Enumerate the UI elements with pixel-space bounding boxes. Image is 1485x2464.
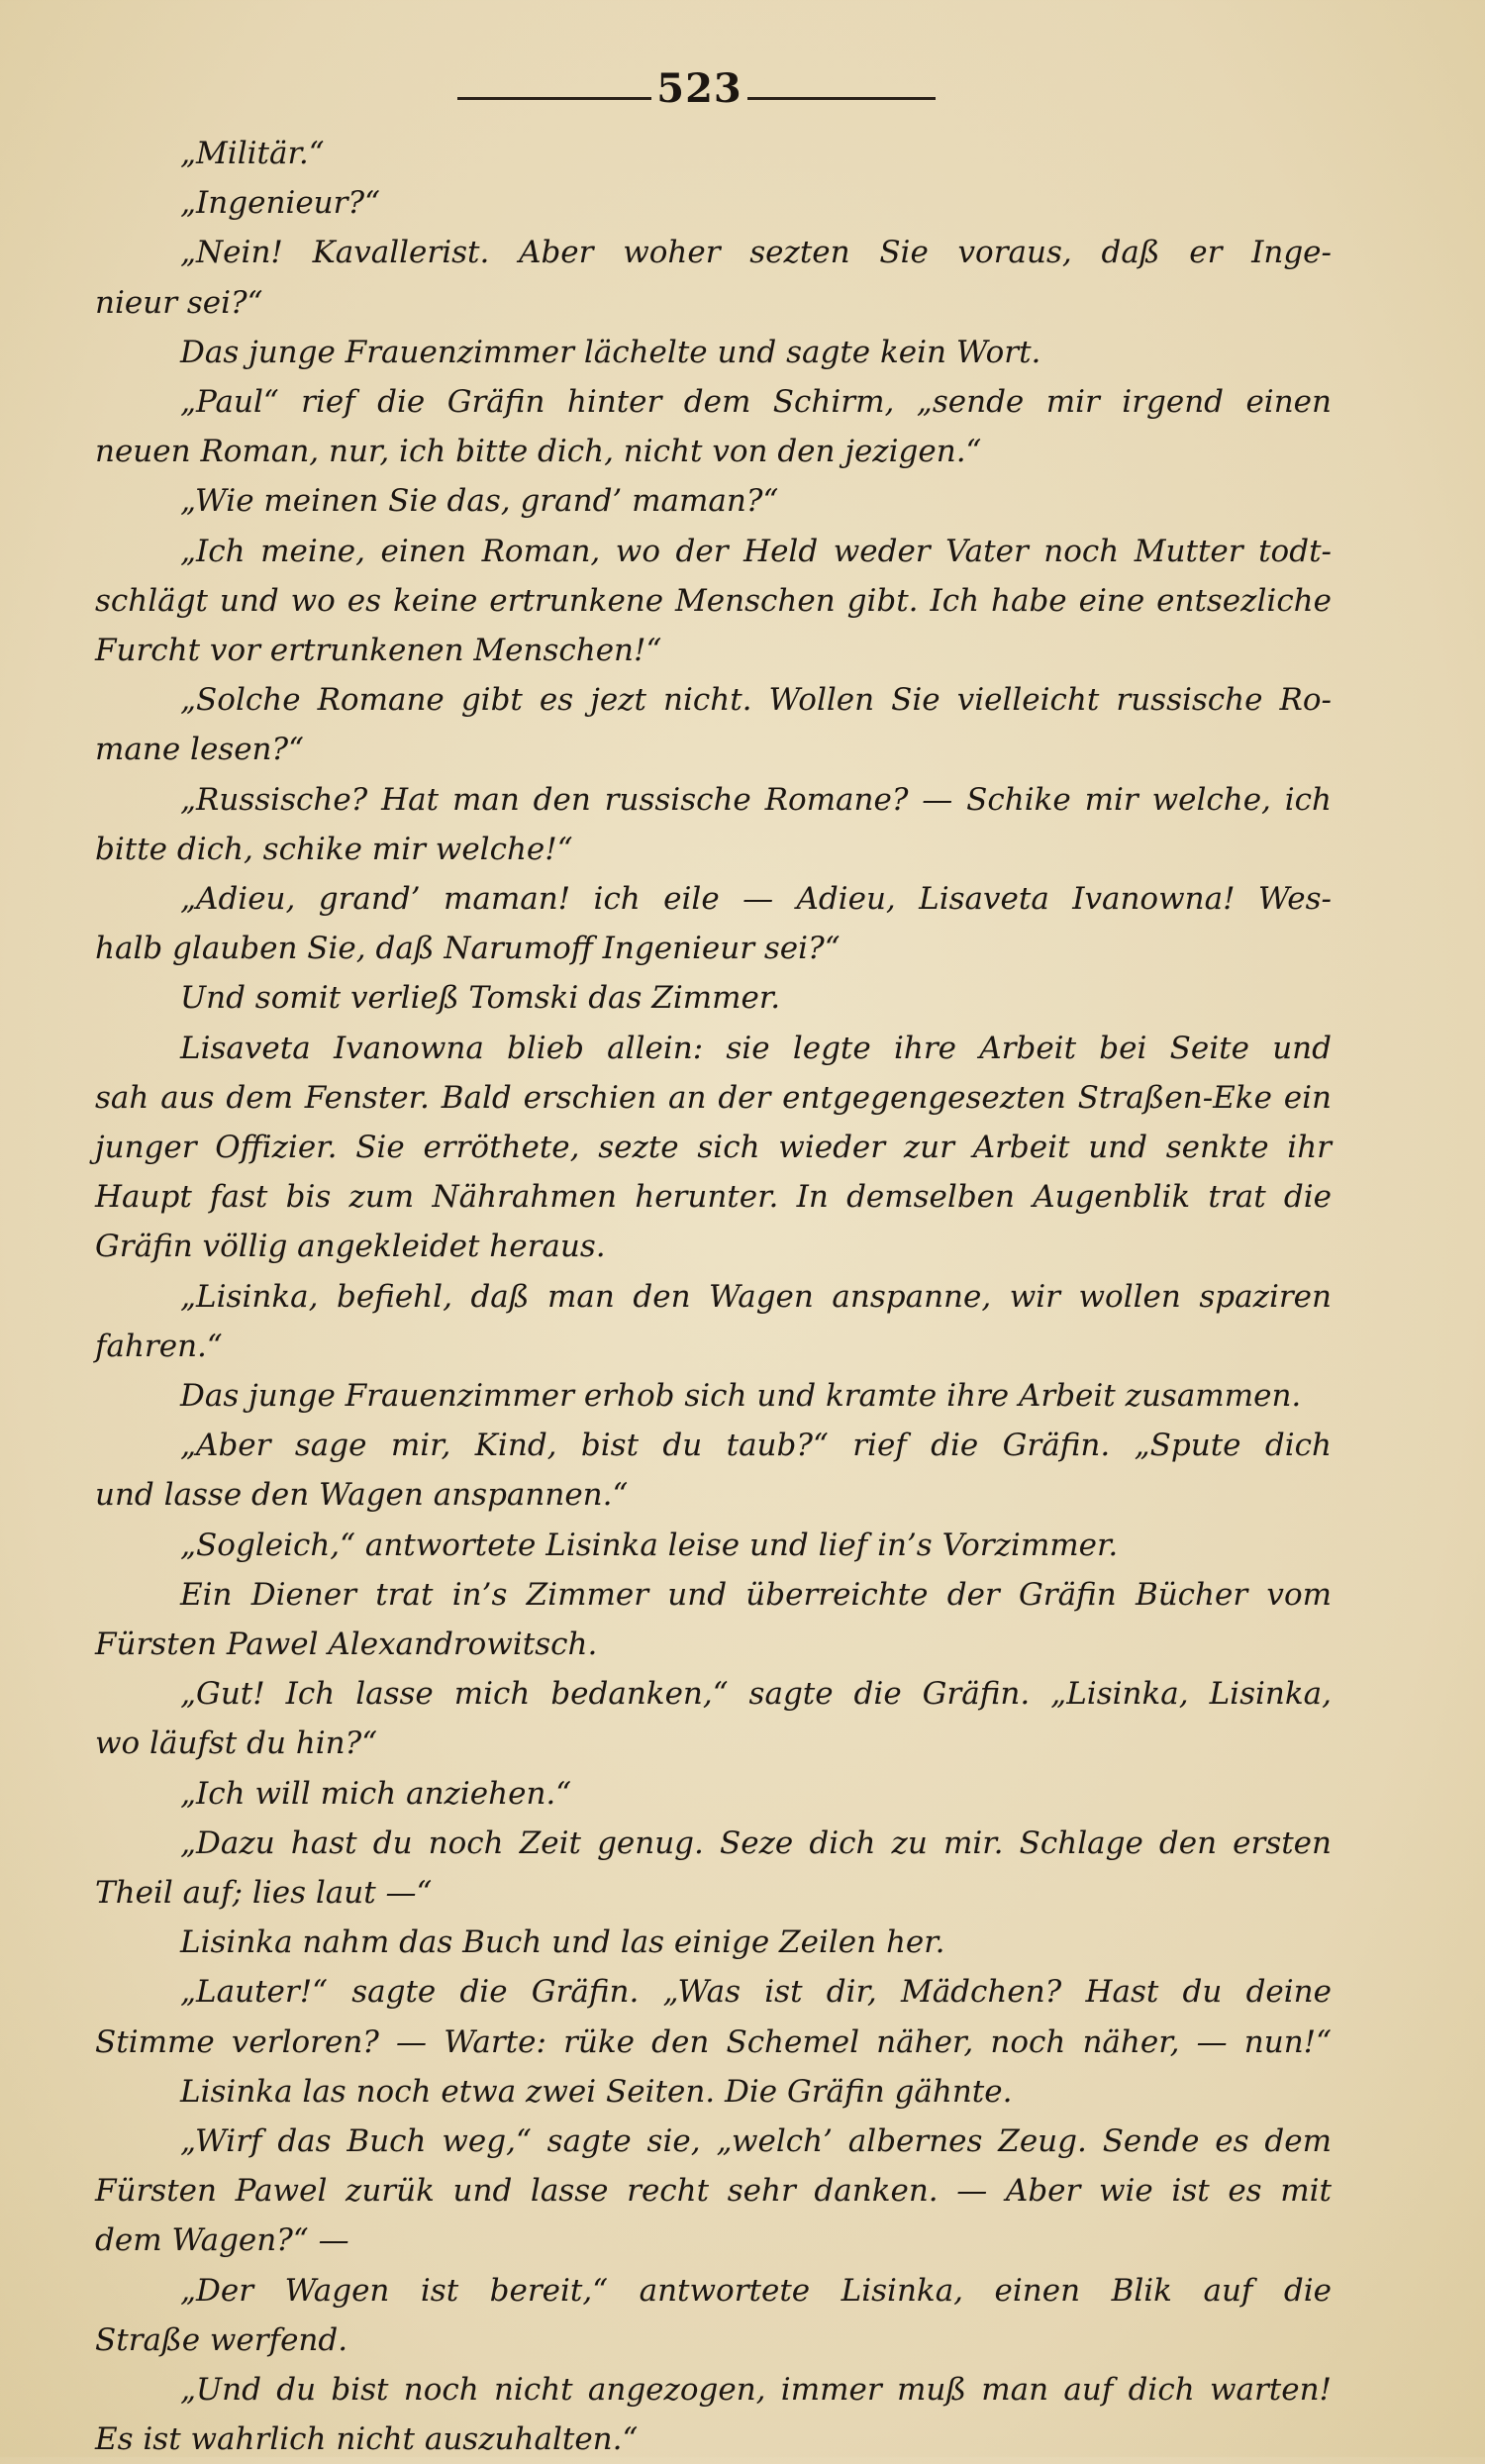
text-line: „Dazu hast du noch Zeit genug. Seze dich zu mir. Schlage den ersten xyxy=(180,1824,1332,1861)
text-line: „Russische? Hat man den russische Romane? — Schike mir welche, ich xyxy=(180,781,1332,818)
text-line: neuen Roman, nur, ich bitte dich, nicht von den jezigen.“ xyxy=(95,434,982,470)
text-line: „Und du bist noch nicht angezogen, immer muß man auf dich warten! xyxy=(180,2372,1332,2408)
text-line: mane lesen?“ xyxy=(95,732,304,768)
text-line: Es ist wahrlich nicht auszuhalten.“ xyxy=(95,2421,639,2458)
text-line: „Solche Romane gibt es jezt nicht. Wollen Sie vielleicht russische Ro- xyxy=(180,682,1332,719)
text-line: fahren.“ xyxy=(95,1328,223,1364)
header-rule-right xyxy=(747,97,936,100)
header-rule-left xyxy=(457,97,651,100)
text-line: Haupt fast bis zum Nährahmen herunter. In demselben Augenblik trat die xyxy=(95,1179,1332,1216)
text-line: wo läufst du hin?“ xyxy=(95,1725,378,1762)
text-line: „Lisinka, befiehl, daß man den Wagen anspanne, wir wollen spaziren xyxy=(180,1278,1332,1315)
page-header xyxy=(0,61,1485,121)
text-line: schlägt und wo es keine ertrunkene Menschen gibt. Ich habe eine entsezliche xyxy=(95,582,1332,619)
text-line: „Lauter!“ sagte die Gräfin. „Was ist dir, Mädchen? Hast du deine xyxy=(180,1974,1332,2011)
text-line: Lisinka las noch etwa zwei Seiten. Die Gräfin gähnte. xyxy=(180,2073,1013,2110)
text-line: dem Wagen?“ — xyxy=(95,2222,349,2259)
text-line: Das junge Frauenzimmer lächelte und sagte kein Wort. xyxy=(180,334,1041,370)
text-line: „Ich will mich anziehen.“ xyxy=(180,1775,572,1812)
text-line: Und somit verließ Tomski das Zimmer. xyxy=(180,980,781,1017)
text-line: Das junge Frauenzimmer erhob sich und kramte ihre Arbeit zusammen. xyxy=(180,1378,1302,1414)
text-line: „Aber sage mir, Kind, bist du taub?“ rief die Gräfin. „Spute dich xyxy=(180,1428,1332,1464)
text-line: Lisaveta Ivanowna blieb allein: sie legte ihre Arbeit bei Seite und xyxy=(180,1030,1332,1066)
text-line: Fürsten Pawel zurük und lasse recht sehr danken. — Aber wie ist es mit xyxy=(95,2173,1332,2210)
text-line: bitte dich, schike mir welche!“ xyxy=(95,831,573,867)
text-line: „Adieu, grand’ maman! ich eile — Adieu, Lisaveta Ivanowna! Wes- xyxy=(180,881,1332,917)
text-line: Lisinka nahm das Buch und las einige Zeilen her. xyxy=(180,1924,945,1961)
text-line: Gräfin völlig angekleidet heraus. xyxy=(95,1229,606,1265)
text-line: „Gut! Ich lasse mich bedanken,“ sagte die Gräfin. „Lisinka, Lisinka, xyxy=(180,1676,1332,1713)
text-line: Furcht vor ertrunkenen Menschen!“ xyxy=(95,633,662,668)
text-line: Straße werfend. xyxy=(95,2321,348,2358)
text-line: „Ingenieur?“ xyxy=(180,185,380,222)
text-line: und lasse den Wagen anspannen.“ xyxy=(95,1477,629,1514)
text-line: nieur sei?“ xyxy=(95,284,263,321)
text-line: „Der Wagen ist bereit,“ antwortete Lisinka, einen Blik auf die xyxy=(180,2272,1332,2309)
text-line: junger Offizier. Sie erröthete, sezte sich wieder zur Arbeit und senkte ihr xyxy=(95,1130,1332,1165)
text-line: Fürsten Pawel Alexandrowitsch. xyxy=(95,1626,598,1662)
text-line: „Sogleich,“ antwortete Lisinka leise und lief in’s Vorzimmer. xyxy=(180,1527,1119,1563)
page-number: 523 xyxy=(656,65,742,112)
text-line: „Paul“ rief die Gräfin hinter dem Schirm, „sende mir irgend einen xyxy=(180,384,1332,420)
text-line: „Wirf das Buch weg,“ sagte sie, „welch’ albernes Zeug. Sende es dem xyxy=(180,2123,1332,2159)
text-line: Theil auf; lies laut —“ xyxy=(95,1875,433,1911)
text-line: Stimme verloren? — Warte: rüke den Schemel näher, noch näher, — nun!“ xyxy=(95,2023,1332,2060)
text-line: sah aus dem Fenster. Bald erschien an der entgegengesezten Straßen-Eke ein xyxy=(95,1079,1332,1116)
text-line: „Nein! Kavallerist. Aber woher sezten Sie voraus, daß er Inge- xyxy=(180,235,1332,271)
text-line: „Ich meine, einen Roman, wo der Held weder Vater noch Mutter todt- xyxy=(180,533,1332,569)
text-line: halb glauben Sie, daß Narumoff Ingenieur sei?“ xyxy=(95,931,841,967)
text-line: „Wie meinen Sie das, grand’ maman?“ xyxy=(180,483,779,520)
text-line: „Militär.“ xyxy=(180,136,325,171)
text-line: Ein Diener trat in’s Zimmer und überreichte der Gräfin Bücher vom xyxy=(180,1576,1332,1613)
